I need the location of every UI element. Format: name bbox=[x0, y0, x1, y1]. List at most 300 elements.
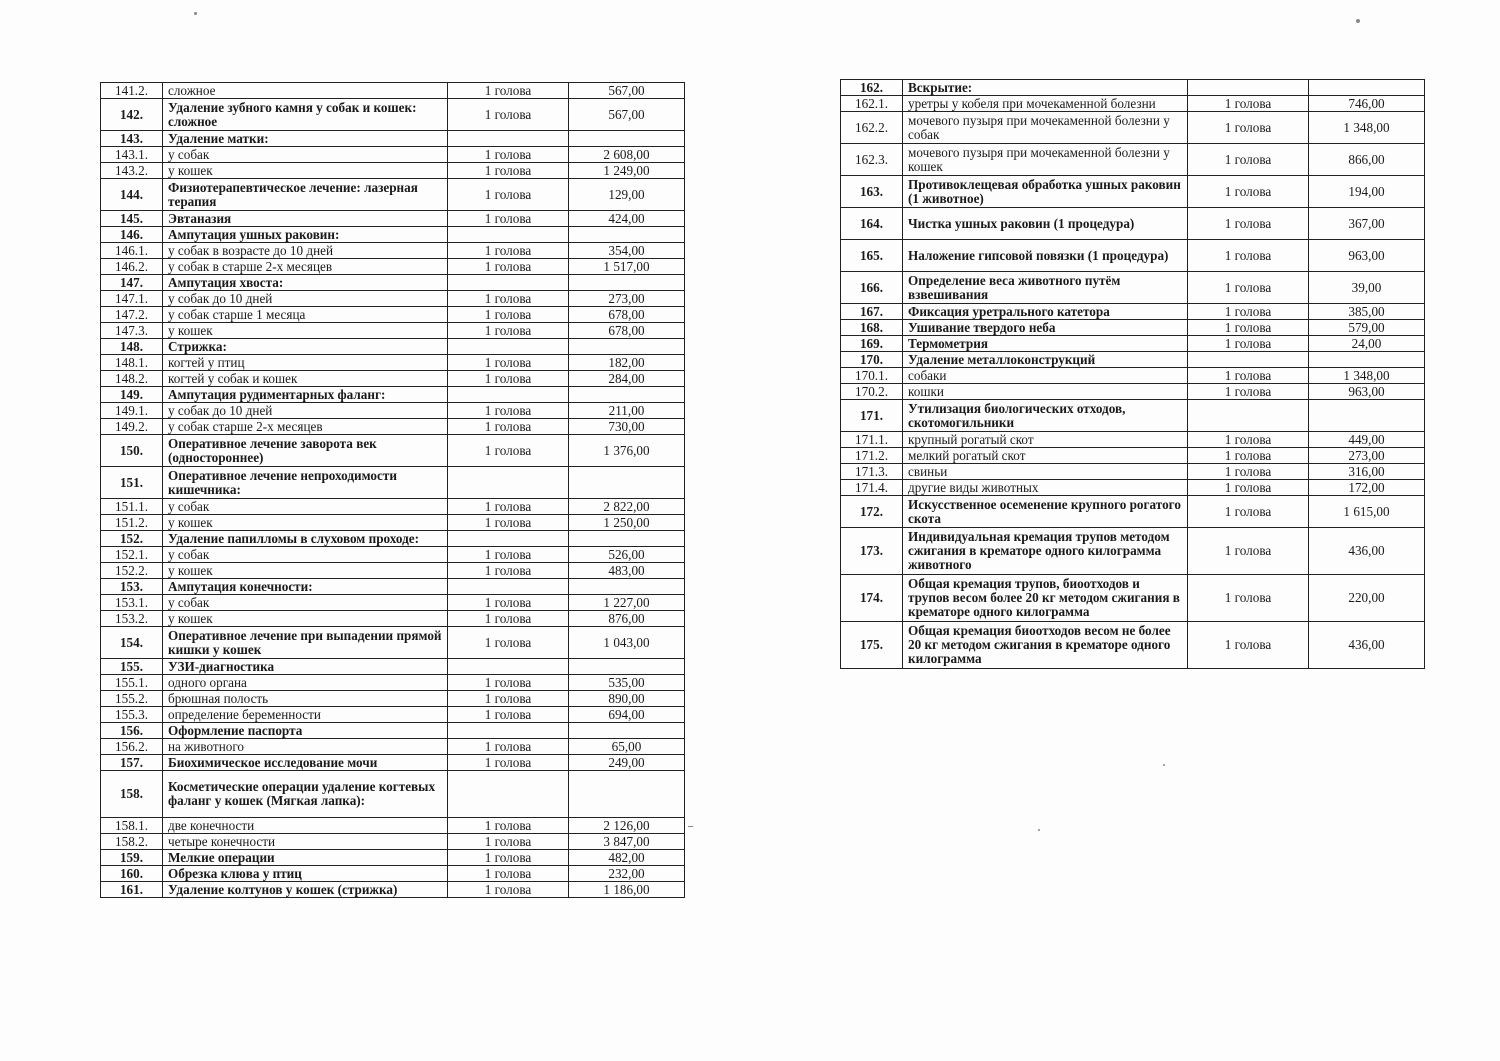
service-description: Оперативное лечение непроходимости кишечника: bbox=[163, 467, 448, 499]
scan-speck bbox=[194, 12, 197, 15]
service-description: определение беременности bbox=[163, 707, 448, 723]
service-description: у кошек bbox=[163, 515, 448, 531]
table-row bbox=[841, 432, 1425, 448]
row-number: 162.2. bbox=[841, 112, 903, 144]
table-row bbox=[101, 179, 685, 211]
unit-cell: 1 голова bbox=[448, 739, 569, 755]
table-row bbox=[101, 563, 685, 579]
table-row bbox=[841, 528, 1425, 575]
unit-cell bbox=[448, 467, 569, 499]
row-number: 156.2. bbox=[101, 739, 163, 755]
row-number: 144. bbox=[101, 179, 163, 211]
row-number: 143. bbox=[101, 131, 163, 147]
row-number: 148. bbox=[101, 339, 163, 355]
row-number: 150. bbox=[101, 435, 163, 467]
price-cell: 354,00 bbox=[569, 243, 685, 259]
unit-cell bbox=[448, 531, 569, 547]
row-number: 162. bbox=[841, 80, 903, 96]
row-number: 155.3. bbox=[101, 707, 163, 723]
row-number: 147. bbox=[101, 275, 163, 291]
row-number: 166. bbox=[841, 272, 903, 304]
row-number: 157. bbox=[101, 755, 163, 771]
price-cell: 1 348,00 bbox=[1309, 112, 1425, 144]
row-number: 153. bbox=[101, 579, 163, 595]
row-number: 147.3. bbox=[101, 323, 163, 339]
price-cell: 694,00 bbox=[569, 707, 685, 723]
unit-cell: 1 голова bbox=[448, 707, 569, 723]
price-table-right bbox=[840, 79, 1425, 669]
price-cell bbox=[569, 131, 685, 147]
row-number: 155.2. bbox=[101, 691, 163, 707]
table-row bbox=[101, 627, 685, 659]
service-description: УЗИ-диагностика bbox=[163, 659, 448, 675]
price-cell: 678,00 bbox=[569, 323, 685, 339]
row-number: 173. bbox=[841, 528, 903, 575]
unit-cell: 1 голова bbox=[448, 99, 569, 131]
table-row bbox=[101, 531, 685, 547]
unit-cell: 1 голова bbox=[448, 611, 569, 627]
unit-cell: 1 голова bbox=[1188, 320, 1309, 336]
service-description: другие виды животных bbox=[903, 480, 1188, 496]
unit-cell: 1 голова bbox=[448, 563, 569, 579]
price-cell: 567,00 bbox=[569, 83, 685, 99]
price-cell bbox=[569, 579, 685, 595]
service-description: Термометрия bbox=[903, 336, 1188, 352]
table-row bbox=[101, 387, 685, 403]
row-number: 174. bbox=[841, 575, 903, 622]
table-row bbox=[101, 355, 685, 371]
row-number: 146. bbox=[101, 227, 163, 243]
price-cell: 526,00 bbox=[569, 547, 685, 563]
service-description: у кошек bbox=[163, 163, 448, 179]
service-description: на животного bbox=[163, 739, 448, 755]
unit-cell bbox=[448, 387, 569, 403]
service-description: у собак до 10 дней bbox=[163, 291, 448, 307]
service-description: кошки bbox=[903, 384, 1188, 400]
price-cell: 436,00 bbox=[1309, 622, 1425, 669]
service-description: Удаление папилломы в слуховом проходе: bbox=[163, 531, 448, 547]
unit-cell: 1 голова bbox=[448, 595, 569, 611]
service-description: когтей у собак и кошек bbox=[163, 371, 448, 387]
unit-cell: 1 голова bbox=[1188, 272, 1309, 304]
unit-cell: 1 голова bbox=[448, 850, 569, 866]
price-cell bbox=[1309, 400, 1425, 432]
row-number: 151.1. bbox=[101, 499, 163, 515]
service-description: у собак старше 1 месяца bbox=[163, 307, 448, 323]
service-description: у собак bbox=[163, 147, 448, 163]
row-number: 156. bbox=[101, 723, 163, 739]
price-cell: 1 186,00 bbox=[569, 882, 685, 898]
service-description: у кошек bbox=[163, 323, 448, 339]
unit-cell bbox=[448, 339, 569, 355]
table-row bbox=[841, 176, 1425, 208]
service-description: одного органа bbox=[163, 675, 448, 691]
unit-cell: 1 голова bbox=[448, 307, 569, 323]
service-description: Косметические операции удаление когтевых фаланг у кошек (Мягкая лапка): bbox=[163, 771, 448, 818]
unit-cell: 1 голова bbox=[1188, 384, 1309, 400]
table-row bbox=[841, 240, 1425, 272]
row-number: 143.1. bbox=[101, 147, 163, 163]
unit-cell: 1 голова bbox=[1188, 336, 1309, 352]
row-number: 170. bbox=[841, 352, 903, 368]
unit-cell: 1 голова bbox=[448, 291, 569, 307]
price-cell: 1 517,00 bbox=[569, 259, 685, 275]
unit-cell bbox=[1188, 80, 1309, 96]
table-row bbox=[101, 83, 685, 99]
table-row bbox=[101, 259, 685, 275]
service-description: Общая кремация биоотходов весом не более 20 кг методом сжигания в крематоре одного килограмма bbox=[903, 622, 1188, 669]
unit-cell: 1 голова bbox=[1188, 575, 1309, 622]
service-description: Индивидуальная кремация трупов методом сжигания в крематоре одного килограмма животного bbox=[903, 528, 1188, 575]
service-description: Наложение гипсовой повязки (1 процедура) bbox=[903, 240, 1188, 272]
service-description: Чистка ушных раковин (1 процедура) bbox=[903, 208, 1188, 240]
price-cell: 876,00 bbox=[569, 611, 685, 627]
table-row bbox=[101, 579, 685, 595]
price-cell: 284,00 bbox=[569, 371, 685, 387]
table-row bbox=[101, 99, 685, 131]
table-row bbox=[101, 675, 685, 691]
service-description: у собак в возрасте до 10 дней bbox=[163, 243, 448, 259]
unit-cell: 1 голова bbox=[1188, 96, 1309, 112]
unit-cell: 1 голова bbox=[448, 834, 569, 850]
table-row bbox=[101, 307, 685, 323]
unit-cell: 1 голова bbox=[448, 627, 569, 659]
unit-cell: 1 голова bbox=[448, 818, 569, 834]
row-number: 146.1. bbox=[101, 243, 163, 259]
price-cell: 579,00 bbox=[1309, 320, 1425, 336]
price-cell: 316,00 bbox=[1309, 464, 1425, 480]
service-description: Ампутация конечности: bbox=[163, 579, 448, 595]
service-description: Фиксация уретрального катетора bbox=[903, 304, 1188, 320]
unit-cell: 1 голова bbox=[448, 866, 569, 882]
table-row bbox=[101, 403, 685, 419]
unit-cell: 1 голова bbox=[448, 323, 569, 339]
price-cell bbox=[569, 227, 685, 243]
service-description: четыре конечности bbox=[163, 834, 448, 850]
service-description: уретры у кобеля при мочекаменной болезни bbox=[903, 96, 1188, 112]
service-description: у кошек bbox=[163, 563, 448, 579]
price-cell: 1 615,00 bbox=[1309, 496, 1425, 528]
unit-cell: 1 голова bbox=[1188, 528, 1309, 575]
row-number: 169. bbox=[841, 336, 903, 352]
price-cell bbox=[569, 531, 685, 547]
price-cell: 436,00 bbox=[1309, 528, 1425, 575]
table-row bbox=[101, 771, 685, 818]
service-description: Обрезка клюва у птиц bbox=[163, 866, 448, 882]
row-number: 153.2. bbox=[101, 611, 163, 627]
price-cell: 730,00 bbox=[569, 419, 685, 435]
unit-cell: 1 голова bbox=[448, 419, 569, 435]
row-number: 171.3. bbox=[841, 464, 903, 480]
service-description: у кошек bbox=[163, 611, 448, 627]
table-row bbox=[101, 707, 685, 723]
table-row bbox=[841, 464, 1425, 480]
table-row bbox=[841, 144, 1425, 176]
row-number: 175. bbox=[841, 622, 903, 669]
row-number: 147.2. bbox=[101, 307, 163, 323]
service-description: Оперативное лечение при выпадении прямой кишки у кошек bbox=[163, 627, 448, 659]
table-row bbox=[841, 208, 1425, 240]
table-row bbox=[841, 496, 1425, 528]
table-row bbox=[101, 323, 685, 339]
price-cell: 866,00 bbox=[1309, 144, 1425, 176]
unit-cell: 1 голова bbox=[448, 179, 569, 211]
unit-cell: 1 голова bbox=[448, 371, 569, 387]
service-description: Искусственное осеменение крупного рогатого скота bbox=[903, 496, 1188, 528]
price-cell bbox=[569, 771, 685, 818]
table-row bbox=[101, 467, 685, 499]
row-number: 155. bbox=[101, 659, 163, 675]
service-description: мочевого пузыря при мочекаменной болезни у собак bbox=[903, 112, 1188, 144]
row-number: 170.2. bbox=[841, 384, 903, 400]
unit-cell: 1 голова bbox=[1188, 432, 1309, 448]
unit-cell bbox=[448, 227, 569, 243]
price-cell bbox=[569, 723, 685, 739]
price-cell: 1 227,00 bbox=[569, 595, 685, 611]
price-cell: 483,00 bbox=[569, 563, 685, 579]
scan-speck bbox=[688, 826, 693, 827]
row-number: 172. bbox=[841, 496, 903, 528]
row-number: 162.3. bbox=[841, 144, 903, 176]
unit-cell: 1 голова bbox=[1188, 176, 1309, 208]
table-row bbox=[101, 499, 685, 515]
price-cell: 24,00 bbox=[1309, 336, 1425, 352]
service-description: у собак bbox=[163, 499, 448, 515]
table-row bbox=[101, 834, 685, 850]
service-description: Удаление матки: bbox=[163, 131, 448, 147]
row-number: 163. bbox=[841, 176, 903, 208]
unit-cell bbox=[448, 771, 569, 818]
service-description: сложное bbox=[163, 83, 448, 99]
row-number: 168. bbox=[841, 320, 903, 336]
price-cell: 3 847,00 bbox=[569, 834, 685, 850]
service-description: у собак до 10 дней bbox=[163, 403, 448, 419]
price-cell bbox=[569, 275, 685, 291]
table-row bbox=[101, 371, 685, 387]
service-description: Ушивание твердого неба bbox=[903, 320, 1188, 336]
unit-cell: 1 голова bbox=[448, 675, 569, 691]
unit-cell bbox=[448, 723, 569, 739]
price-cell bbox=[569, 467, 685, 499]
table-row bbox=[101, 419, 685, 435]
row-number: 158.1. bbox=[101, 818, 163, 834]
row-number: 141.2. bbox=[101, 83, 163, 99]
table-row bbox=[101, 147, 685, 163]
scan-speck bbox=[1038, 829, 1040, 831]
table-row bbox=[841, 272, 1425, 304]
table-row bbox=[101, 211, 685, 227]
price-cell: 385,00 bbox=[1309, 304, 1425, 320]
price-cell: 2 126,00 bbox=[569, 818, 685, 834]
price-cell bbox=[569, 659, 685, 675]
unit-cell bbox=[1188, 400, 1309, 432]
price-cell: 1 043,00 bbox=[569, 627, 685, 659]
price-cell: 449,00 bbox=[1309, 432, 1425, 448]
price-cell: 2 608,00 bbox=[569, 147, 685, 163]
table-row bbox=[841, 368, 1425, 384]
table-row bbox=[841, 448, 1425, 464]
row-number: 158.2. bbox=[101, 834, 163, 850]
table-row bbox=[101, 866, 685, 882]
table-row bbox=[841, 80, 1425, 96]
unit-cell: 1 голова bbox=[448, 211, 569, 227]
price-cell: 65,00 bbox=[569, 739, 685, 755]
table-row bbox=[841, 320, 1425, 336]
row-number: 171.4. bbox=[841, 480, 903, 496]
unit-cell: 1 голова bbox=[1188, 208, 1309, 240]
unit-cell: 1 голова bbox=[1188, 144, 1309, 176]
service-description: когтей у птиц bbox=[163, 355, 448, 371]
table-row bbox=[101, 243, 685, 259]
price-cell: 424,00 bbox=[569, 211, 685, 227]
price-cell: 678,00 bbox=[569, 307, 685, 323]
table-row bbox=[101, 818, 685, 834]
row-number: 143.2. bbox=[101, 163, 163, 179]
service-description: Вскрытие: bbox=[903, 80, 1188, 96]
table-row bbox=[101, 882, 685, 898]
service-description: Оперативное лечение заворота век (одностороннее) bbox=[163, 435, 448, 467]
unit-cell: 1 голова bbox=[448, 83, 569, 99]
unit-cell: 1 голова bbox=[448, 435, 569, 467]
price-cell: 194,00 bbox=[1309, 176, 1425, 208]
service-description: Общая кремация трупов, биоотходов и трупов весом более 20 кг методом сжигания в крематоре одного килограмма bbox=[903, 575, 1188, 622]
service-description: Противоклещевая обработка ушных раковин (1 животное) bbox=[903, 176, 1188, 208]
service-description: мелкий рогатый скот bbox=[903, 448, 1188, 464]
row-number: 152. bbox=[101, 531, 163, 547]
price-cell bbox=[1309, 352, 1425, 368]
price-cell: 1 348,00 bbox=[1309, 368, 1425, 384]
row-number: 171.1. bbox=[841, 432, 903, 448]
unit-cell bbox=[448, 659, 569, 675]
table-row bbox=[841, 336, 1425, 352]
service-description: Удаление зубного камня у собак и кошек: сложное bbox=[163, 99, 448, 131]
service-description: Оформление паспорта bbox=[163, 723, 448, 739]
price-cell: 1 249,00 bbox=[569, 163, 685, 179]
row-number: 164. bbox=[841, 208, 903, 240]
row-number: 142. bbox=[101, 99, 163, 131]
table-row bbox=[101, 723, 685, 739]
row-number: 145. bbox=[101, 211, 163, 227]
row-number: 167. bbox=[841, 304, 903, 320]
row-number: 148.2. bbox=[101, 371, 163, 387]
table-row bbox=[841, 304, 1425, 320]
table-row bbox=[101, 850, 685, 866]
table-row bbox=[841, 622, 1425, 669]
service-description: Определение веса животного путём взвешивания bbox=[903, 272, 1188, 304]
unit-cell: 1 голова bbox=[448, 163, 569, 179]
unit-cell: 1 голова bbox=[1188, 304, 1309, 320]
table-row bbox=[101, 163, 685, 179]
price-cell bbox=[1309, 80, 1425, 96]
service-description: у собак старше 2-х месяцев bbox=[163, 419, 448, 435]
price-cell: 963,00 bbox=[1309, 240, 1425, 272]
table-row bbox=[101, 227, 685, 243]
unit-cell: 1 голова bbox=[1188, 112, 1309, 144]
price-cell: 1 376,00 bbox=[569, 435, 685, 467]
row-number: 151. bbox=[101, 467, 163, 499]
unit-cell: 1 голова bbox=[448, 547, 569, 563]
row-number: 147.1. bbox=[101, 291, 163, 307]
table-row bbox=[841, 384, 1425, 400]
table-row bbox=[101, 339, 685, 355]
unit-cell: 1 голова bbox=[448, 755, 569, 771]
unit-cell: 1 голова bbox=[448, 403, 569, 419]
service-description: Удаление колтунов у кошек (стрижка) bbox=[163, 882, 448, 898]
service-description: Стрижка: bbox=[163, 339, 448, 355]
table-row bbox=[101, 755, 685, 771]
service-description: собаки bbox=[903, 368, 1188, 384]
unit-cell: 1 голова bbox=[1188, 622, 1309, 669]
row-number: 159. bbox=[101, 850, 163, 866]
price-cell: 890,00 bbox=[569, 691, 685, 707]
table-row bbox=[841, 480, 1425, 496]
row-number: 170.1. bbox=[841, 368, 903, 384]
row-number: 149.2. bbox=[101, 419, 163, 435]
service-description: Ампутация хвоста: bbox=[163, 275, 448, 291]
unit-cell bbox=[448, 275, 569, 291]
unit-cell: 1 голова bbox=[448, 259, 569, 275]
price-cell: 249,00 bbox=[569, 755, 685, 771]
price-cell: 182,00 bbox=[569, 355, 685, 371]
table-row bbox=[101, 547, 685, 563]
service-description: Биохимическое исследование мочи bbox=[163, 755, 448, 771]
unit-cell: 1 голова bbox=[1188, 448, 1309, 464]
price-cell: 232,00 bbox=[569, 866, 685, 882]
table-row bbox=[841, 400, 1425, 432]
row-number: 165. bbox=[841, 240, 903, 272]
unit-cell: 1 голова bbox=[448, 515, 569, 531]
row-number: 171. bbox=[841, 400, 903, 432]
service-description: крупный рогатый скот bbox=[903, 432, 1188, 448]
price-cell: 273,00 bbox=[1309, 448, 1425, 464]
service-description: Ампутация рудиментарных фаланг: bbox=[163, 387, 448, 403]
row-number: 149. bbox=[101, 387, 163, 403]
price-cell: 567,00 bbox=[569, 99, 685, 131]
price-cell: 746,00 bbox=[1309, 96, 1425, 112]
price-cell: 2 822,00 bbox=[569, 499, 685, 515]
service-description: Мелкие операции bbox=[163, 850, 448, 866]
table-row bbox=[101, 691, 685, 707]
unit-cell: 1 голова bbox=[448, 691, 569, 707]
row-number: 151.2. bbox=[101, 515, 163, 531]
service-description: две конечности bbox=[163, 818, 448, 834]
table-row bbox=[841, 96, 1425, 112]
unit-cell: 1 голова bbox=[1188, 368, 1309, 384]
service-description: у собак в старше 2-х месяцев bbox=[163, 259, 448, 275]
scan-speck bbox=[1163, 764, 1165, 766]
table-row bbox=[841, 352, 1425, 368]
unit-cell bbox=[448, 131, 569, 147]
unit-cell: 1 голова bbox=[448, 243, 569, 259]
service-description: Физиотерапевтическое лечение: лазерная терапия bbox=[163, 179, 448, 211]
unit-cell bbox=[1188, 352, 1309, 368]
table-row bbox=[101, 291, 685, 307]
table-row bbox=[841, 112, 1425, 144]
table-row bbox=[841, 575, 1425, 622]
table-row bbox=[101, 435, 685, 467]
row-number: 153.1. bbox=[101, 595, 163, 611]
unit-cell: 1 голова bbox=[1188, 464, 1309, 480]
table-row bbox=[101, 739, 685, 755]
service-description: Эвтаназия bbox=[163, 211, 448, 227]
row-number: 160. bbox=[101, 866, 163, 882]
service-description: у собак bbox=[163, 547, 448, 563]
table-row bbox=[101, 275, 685, 291]
table-row bbox=[101, 595, 685, 611]
price-cell: 172,00 bbox=[1309, 480, 1425, 496]
price-cell: 535,00 bbox=[569, 675, 685, 691]
service-description: у собак bbox=[163, 595, 448, 611]
